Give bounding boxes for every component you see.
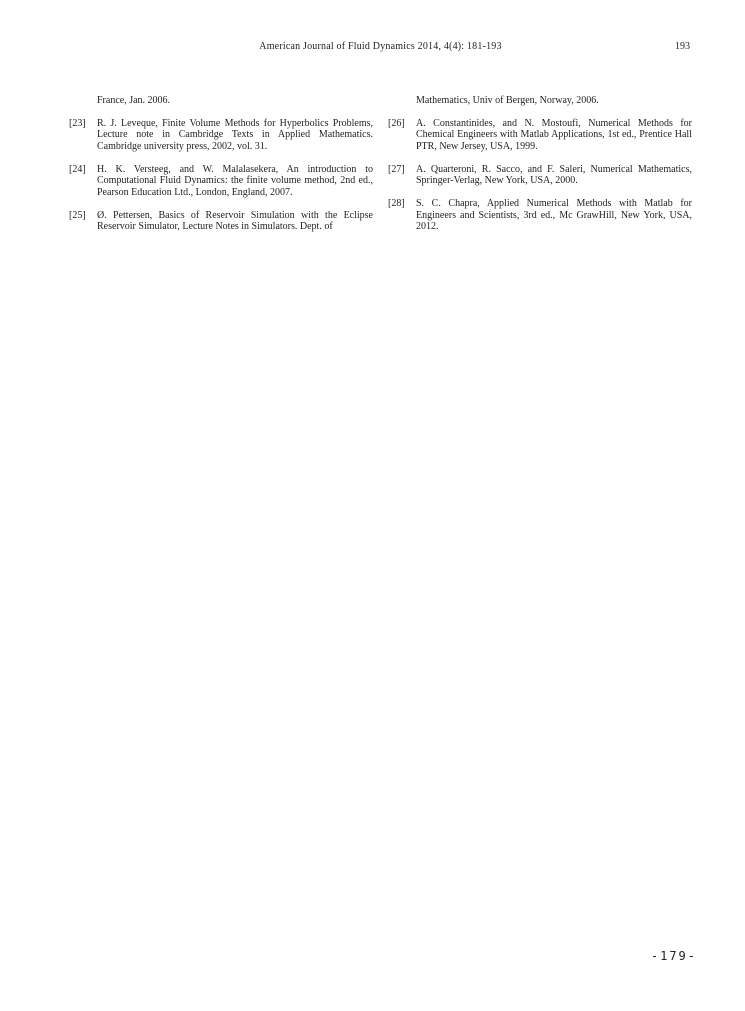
reference-label: [25] — [69, 209, 86, 221]
references-section — [69, 95, 692, 244]
reference-label: [28] — [388, 198, 405, 210]
reference-label: [27] — [388, 163, 405, 175]
running-head — [69, 41, 692, 55]
reference-text: A. Constantinides, and N. Mostoufi, Numerical Methods for Chemical Engineers with Matlab Applications, 1st ed., Prentice Hall PTR, New Jersey, USA, 1999. — [416, 117, 692, 152]
reference-text: A. Quarteroni, R. Sacco, and F. Saleri, Numerical Mathematics, Springer-Verlag, New York, USA, 2000. — [416, 163, 692, 187]
reference-entry-24 — [69, 164, 373, 199]
journal-title: American Journal of Fluid Dynamics 2014, 4(4): 181-193 — [259, 41, 502, 52]
reference-continuation-text: Mathematics, Univ of Bergen, Norway, 2006. — [416, 95, 599, 106]
reference-entry-28 — [388, 198, 692, 233]
page-number-bottom: -179- — [650, 949, 697, 963]
reference-text: Ø. Pettersen, Basics of Reservoir Simulation with the Eclipse Reservoir Simulator, Lecture Notes in Simulators. Dept. of — [97, 209, 373, 233]
references-right-column — [388, 95, 692, 244]
reference-continuation-text: France, Jan. 2006. — [97, 95, 171, 106]
reference-entry-26 — [388, 118, 692, 153]
reference-label: [26] — [388, 117, 405, 129]
reference-text: R. J. Leveque, Finite Volume Methods for Hyperbolics Problems, Lecture note in Cambridge Texts in Applied Mathematics. Cambridge university press, 2002, vol. 31. — [97, 117, 373, 152]
reference-entry-23 — [69, 118, 373, 153]
reference-label: [23] — [69, 117, 86, 129]
reference-text: S. C. Chapra, Applied Numerical Methods with Matlab for Engineers and Scientists, 3rd ed., Mc GrawHill, New York, USA, 2012. — [416, 198, 692, 233]
page-number-top: 193 — [675, 41, 690, 52]
reference-entry-27 — [388, 164, 692, 187]
reference-label: [24] — [69, 163, 86, 175]
reference-entry-25 — [69, 210, 373, 233]
reference-text: H. K. Versteeg, and W. Malalasekera, An introduction to Computational Fluid Dynamics: the finite volume method, 2nd ed., Pearson Education Ltd., London, England, 2007. — [97, 163, 373, 198]
references-left-column — [69, 95, 373, 244]
